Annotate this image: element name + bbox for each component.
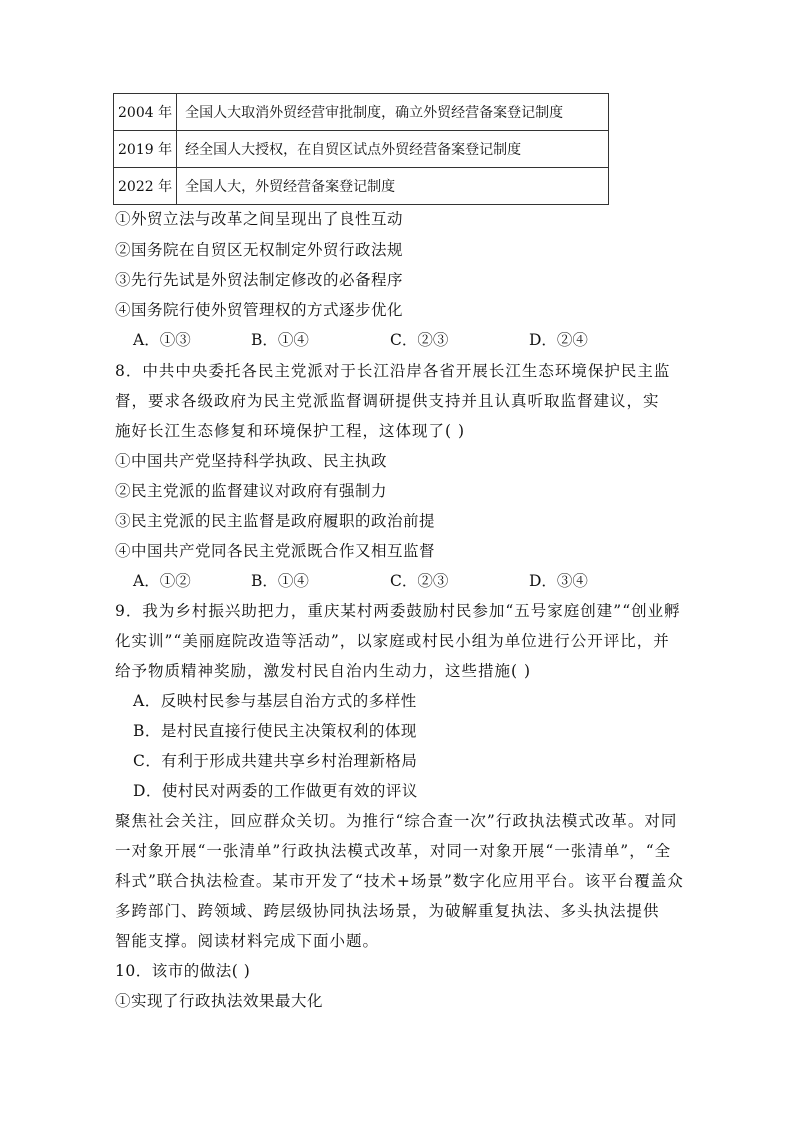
timeline-table (113, 93, 609, 205)
q8-statement: ②民主党派的监督建议对政府有强制力 (115, 482, 388, 500)
q9-stem-line: 9．我为乡村振兴助把力，重庆某村两委鼓励村民参加“五号家庭创建”“创业孵 (115, 602, 681, 620)
q7-choice-a[interactable]: A．①③ (133, 331, 191, 349)
q9-option-d[interactable]: D．使村民对两委的工作做更有效的评议 (133, 782, 418, 800)
q8-choice-a[interactable]: A．①② (133, 572, 191, 590)
q7-choice-c[interactable]: C．②③ (390, 331, 449, 349)
material-line: 聚焦社会关注，回应群众关切。为推行“综合查一次”行政执法模式改革。对同 (115, 812, 678, 830)
q10-stem: 10．该市的做法( ) (115, 962, 251, 980)
q8-choice-d[interactable]: D．③④ (529, 572, 588, 590)
table-text: 全国人大取消外贸经营审批制度，确立外贸经营备案登记制度 (177, 94, 609, 131)
q10-statement: ①实现了行政执法效果最大化 (115, 992, 324, 1010)
material-line: 一对象开展“一张清单”行政执法模式改革，对同一对象开展“一张清单”，“全 (115, 842, 672, 860)
q8-statement: ④中国共产党同各民主党派既合作又相互监督 (115, 542, 436, 560)
material-line: 智能支撑。阅读材料完成下面小题。 (115, 932, 380, 950)
q8-statement: ③民主党派的民主监督是政府履职的政治前提 (115, 512, 436, 530)
q7-choice-b[interactable]: B．①④ (251, 331, 309, 349)
q8-statement: ①中国共产党坚持科学执政、民主执政 (115, 452, 388, 470)
table-text: 经全国人大授权，在自贸区试点外贸经营备案登记制度 (177, 131, 609, 168)
table-text: 全国人大，外贸经营备案登记制度 (177, 168, 609, 205)
q9-option-c[interactable]: C．有利于形成共建共享乡村治理新格局 (133, 752, 418, 770)
q9-stem-line: 化实训”“美丽庭院改造等活动”，以家庭或村民小组为单位进行公开评比，并 (115, 632, 670, 650)
material-line: 多跨部门、跨领域、跨层级协同执法场景，为破解重复执法、多头执法提供 (115, 902, 660, 920)
q7-statement: ④国务院行使外贸管理权的方式逐步优化 (115, 301, 404, 319)
table-row (114, 131, 609, 168)
table-year: 2022 年 (114, 168, 177, 205)
q7-statement: ③先行先试是外贸法制定修改的必备程序 (115, 271, 404, 289)
q8-stem-line: 督，要求各级政府为民主党派监督调研提供支持并且认真听取监督建议，实 (115, 392, 660, 410)
q8-stem-line: 施好长江生态修复和环境保护工程，这体现了( ) (115, 422, 466, 440)
q9-option-a[interactable]: A．反映村民参与基层自治方式的多样性 (133, 692, 417, 710)
q7-statement: ①外贸立法与改革之间呈现出了良性互动 (115, 210, 404, 228)
q9-stem-line: 给予物质精神奖励，激发村民自治内生动力，这些措施( ) (115, 662, 532, 680)
table-year: 2004 年 (114, 94, 177, 131)
q8-choice-b[interactable]: B．①④ (251, 572, 309, 590)
q7-statement: ②国务院在自贸区无权制定外贸行政法规 (115, 241, 404, 259)
q9-option-b[interactable]: B．是村民直接行使民主决策权利的体现 (133, 722, 417, 740)
q7-choice-d[interactable]: D．②④ (529, 331, 588, 349)
table-year: 2019 年 (114, 131, 177, 168)
table-row (114, 168, 609, 205)
q8-choice-c[interactable]: C．②③ (390, 572, 449, 590)
table-row (114, 94, 609, 131)
material-line: 科式”联合执法检查。某市开发了“技术+场景”数字化应用平台。该平台覆盖众 (115, 872, 684, 890)
q8-stem-line: 8．中共中央委托各民主党派对于长江沿岸各省开展长江生态环境保护民主监 (115, 362, 671, 380)
